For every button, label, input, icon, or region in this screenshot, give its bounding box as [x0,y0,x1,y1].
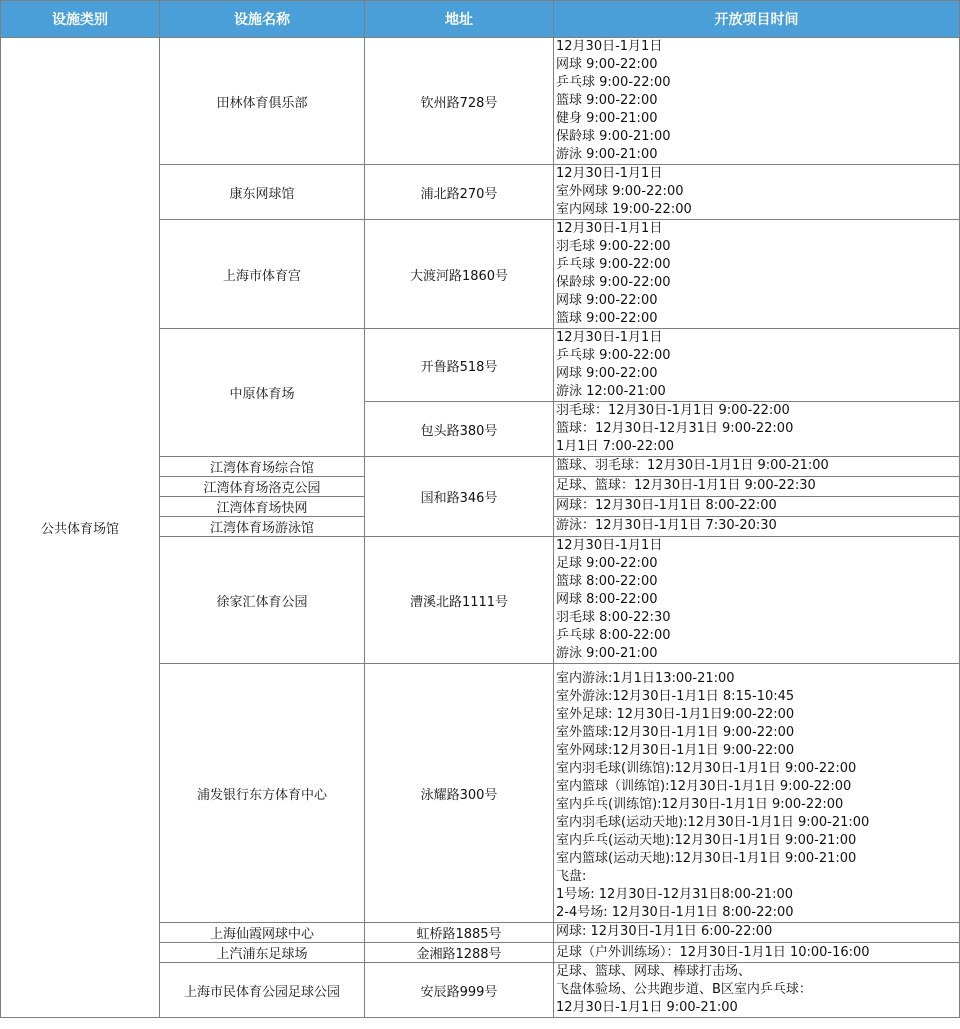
hours-line: 12月30日-1月1日 [556,538,663,553]
hours-line: 室内篮球(运动天地):12月30日-1月1日 9:00-21:00 [556,851,857,866]
facility-address: 钦州路728号 [365,38,554,165]
hours-line: 篮球 9:00-22:00 [556,311,658,326]
table-row [1,38,960,165]
facility-hours [554,664,960,923]
facility-hours [554,329,960,402]
hours-line: 室外网球 9:00-22:00 [556,184,684,199]
hours-line: 飞盘: [556,869,587,884]
facility-name: 浦发银行东方体育中心 [160,664,365,923]
facility-name: 田林体育俱乐部 [160,38,365,165]
header-hours: 开放项目时间 [554,1,960,38]
facility-name: 江湾体育场综合馆 [160,457,365,477]
hours-line: 室外网球:12月30日-1月1日 9:00-22:00 [556,743,795,758]
hours-line: 篮球、羽毛球：12月30日-1月1日 9:00-21:00 [556,458,829,473]
facility-address: 国和路346号 [365,457,554,537]
hours-line: 乒乓球 9:00-22:00 [556,257,671,272]
hours-line: 网球 9:00-22:00 [556,57,658,72]
hours-line: 乒乓球 9:00-22:00 [556,348,671,363]
facility-hours [554,457,960,477]
category-cell: 公共体育场馆 [1,38,160,1018]
header-category: 设施类别 [1,1,160,38]
hours-line: 12月30日-1月1日 9:00-21:00 [556,1000,738,1015]
hours-line: 12月30日-1月1日 [556,221,663,236]
hours-line: 乒乓球 8:00-22:00 [556,628,671,643]
facility-name: 上海市民体育公园足球公园 [160,963,365,1018]
hours-line: 室内篮球（训练馆):12月30日-1月1日 9:00-22:00 [556,779,852,794]
header-row [1,1,960,38]
hours-line: 室内网球 19:00-22:00 [556,202,692,217]
facility-hours [554,497,960,517]
hours-line: 网球: 12月30日-1月1日 6:00-22:00 [556,924,773,939]
hours-line: 羽毛球 8:00-22:30 [556,610,671,625]
hours-line: 足球（户外训练场）：12月30日-1月1日 10:00-16:00 [556,944,870,960]
facility-address: 浦北路270号 [365,165,554,220]
hours-line: 室外篮球:12月30日-1月1日 9:00-22:00 [556,725,795,740]
header-address: 地址 [365,1,554,38]
hours-line: 游泳 9:00-21:00 [556,646,658,661]
facility-address: 大渡河路1860号 [365,220,554,329]
header-name: 设施名称 [160,1,365,38]
hours-line: 室内游泳:1月1日13:00-21:00 [556,671,735,686]
hours-line: 足球、篮球、网球、棒球打击场、 [556,964,752,979]
hours-line: 保龄球 9:00-21:00 [556,129,671,144]
hours-line: 篮球 9:00-22:00 [556,93,658,108]
hours-line: 室内羽毛球(训练馆):12月30日-1月1日 9:00-22:00 [556,761,857,776]
facility-address: 安辰路999号 [365,963,554,1018]
facility-hours [554,923,960,943]
facility-hours [554,517,960,537]
facility-hours [554,38,960,165]
facility-hours [554,943,960,963]
hours-line: 室外足球: 12月30日-1月1日9:00-22:00 [556,707,795,722]
facility-address: 虹桥路1885号 [365,923,554,943]
facility-name: 上海市体育宫 [160,220,365,329]
facility-hours [554,963,960,1018]
facility-hours [554,477,960,497]
hours-line: 室内羽毛球(运动天地):12月30日-1月1日 9:00-21:00 [556,815,870,830]
hours-line: 游泳 9:00-21:00 [556,147,658,162]
facility-name: 上汽浦东足球场 [160,943,365,963]
hours-line: 羽毛球：12月30日-1月1日 9:00-22:00 [556,403,790,418]
hours-line: 1月1日 7:00-22:00 [556,439,675,454]
hours-line: 1号场: 12月30日-12月31日8:00-21:00 [556,887,793,902]
hours-line: 羽毛球 9:00-22:00 [556,239,671,254]
hours-line: 网球 8:00-22:00 [556,592,658,607]
facility-name: 江湾体育场游泳馆 [160,517,365,537]
hours-line: 飞盘体验场、公共跑步道、B区室内乒乓球： [556,982,812,997]
facility-hours [554,220,960,329]
hours-line: 乒乓球 9:00-22:00 [556,75,671,90]
hours-line: 室内乒乓(运动天地):12月30日-1月1日 9:00-21:00 [556,833,857,848]
facility-name: 康东网球馆 [160,165,365,220]
hours-line: 游泳 12:00-21:00 [556,384,666,399]
hours-line: 网球 9:00-22:00 [556,366,658,381]
facility-name: 江湾体育场快网 [160,497,365,517]
hours-line: 网球：12月30日-1月1日 8:00-22:00 [556,498,777,513]
hours-line: 网球 9:00-22:00 [556,293,658,308]
facility-name: 中原体育场 [160,329,365,457]
hours-line: 室内乒乓(训练馆):12月30日-1月1日 9:00-22:00 [556,797,844,812]
facility-address: 金湘路1288号 [365,943,554,963]
hours-line: 足球、篮球：12月30日-1月1日 9:00-22:30 [556,478,816,493]
facility-hours [554,537,960,664]
facility-address: 开鲁路518号 [365,329,554,402]
facility-address: 泳耀路300号 [365,664,554,923]
facility-name: 江湾体育场洛克公园 [160,477,365,497]
facility-hours [554,402,960,457]
hours-line: 篮球 8:00-22:00 [556,574,658,589]
hours-line: 12月30日-1月1日 [556,166,663,181]
hours-line: 篮球：12月30日-12月31日 9:00-22:00 [556,421,794,436]
hours-line: 保龄球 9:00-22:00 [556,275,671,290]
hours-line: 室外游泳:12月30日-1月1日 8:15-10:45 [556,689,795,704]
hours-line: 12月30日-1月1日 [556,330,663,345]
hours-line: 足球 9:00-22:00 [556,556,658,571]
facility-hours [554,165,960,220]
facility-address: 包头路380号 [365,402,554,457]
hours-line: 2-4号场: 12月30日-1月1日 8:00-22:00 [556,905,794,920]
hours-line: 12月30日-1月1日 [556,39,663,54]
hours-line: 健身 9:00-21:00 [556,111,658,126]
facility-address: 漕溪北路1111号 [365,537,554,664]
facility-name: 徐家汇体育公园 [160,537,365,664]
hours-line: 游泳：12月30日-1月1日 7:30-20:30 [556,518,777,533]
facility-name: 上海仙霞网球中心 [160,923,365,943]
